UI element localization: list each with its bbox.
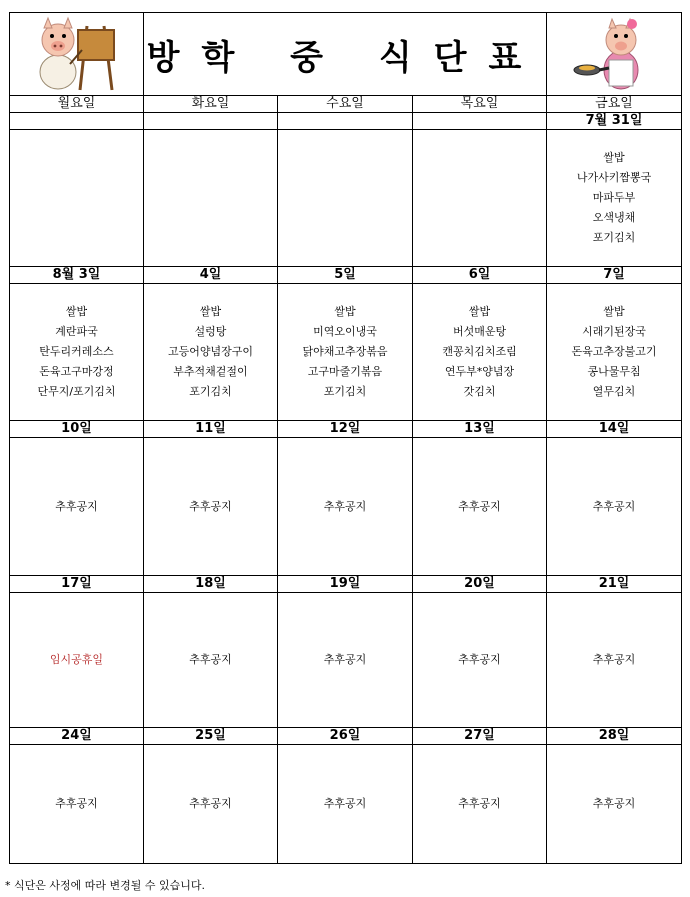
date-label bbox=[144, 113, 278, 130]
menu-item: 설렁탕 bbox=[194, 325, 227, 338]
menu-item: 연두부*양념장 bbox=[444, 365, 515, 378]
date-label: 11일 bbox=[144, 421, 278, 438]
menu-item: 포기김치 bbox=[323, 385, 367, 398]
menu-item: 추후공지 bbox=[189, 797, 232, 810]
menu-cell bbox=[10, 284, 144, 421]
menu-cell bbox=[413, 130, 547, 267]
menu-cell bbox=[547, 438, 682, 576]
menu-item: 오색냉채 bbox=[592, 211, 636, 224]
weekday-header-row bbox=[10, 96, 682, 113]
menu-item: 고구마줄기볶음 bbox=[307, 365, 383, 378]
date-label: 28일 bbox=[547, 728, 682, 745]
menu-item: 추후공지 bbox=[323, 653, 367, 666]
date-label: 12일 bbox=[278, 421, 413, 438]
weekday-thu: 목요일 bbox=[413, 96, 547, 113]
date-row bbox=[10, 576, 682, 593]
menu-item: 포기김치 bbox=[189, 385, 232, 398]
menu-cell bbox=[144, 284, 278, 421]
menu-cell bbox=[413, 593, 547, 728]
painter-pig-illustration bbox=[10, 13, 144, 96]
cooking-pig-icon bbox=[569, 16, 659, 92]
menu-cell bbox=[10, 593, 144, 728]
date-label: 8월 3일 bbox=[10, 267, 144, 284]
footnote: * 식단은 사정에 따라 변경될 수 있습니다. bbox=[5, 879, 205, 892]
menu-item: 추후공지 bbox=[458, 653, 501, 666]
date-label: 5일 bbox=[278, 267, 413, 284]
menu-cell bbox=[278, 130, 413, 267]
menu-item: 추후공지 bbox=[592, 797, 636, 810]
menu-cell bbox=[547, 745, 682, 864]
menu-item: 갓김치 bbox=[463, 385, 496, 398]
menu-item: 포기김치 bbox=[592, 231, 636, 244]
menu-item: 탄두리커레소스 bbox=[39, 345, 114, 358]
menu-cell bbox=[278, 438, 413, 576]
page-title: 방학 중 식단표 bbox=[146, 37, 544, 78]
menu-item: 마파두부 bbox=[592, 191, 636, 204]
menu-item: 추후공지 bbox=[458, 797, 501, 810]
menu-item: 열무김치 bbox=[592, 385, 636, 398]
menu-item: 추후공지 bbox=[592, 499, 636, 513]
date-row bbox=[10, 728, 682, 745]
menu-item: 쌀밥 bbox=[199, 305, 222, 318]
date-label: 21일 bbox=[547, 576, 682, 593]
menu-item: 쌀밥 bbox=[468, 305, 491, 318]
date-row bbox=[10, 113, 682, 130]
holiday-label: 임시공휴일 bbox=[49, 653, 104, 666]
menu-cell bbox=[144, 745, 278, 864]
menu-cell bbox=[547, 284, 682, 421]
date-label: 19일 bbox=[278, 576, 413, 593]
painter-pig-icon bbox=[32, 16, 122, 92]
menu-cell bbox=[278, 284, 413, 421]
meal-schedule-table bbox=[9, 12, 682, 864]
menu-item: 쌀밥 bbox=[603, 305, 625, 318]
menu-item: 추후공지 bbox=[189, 499, 232, 513]
date-label bbox=[10, 113, 144, 130]
menu-cell bbox=[10, 745, 144, 864]
date-label: 6일 bbox=[413, 267, 547, 284]
menu-cell bbox=[278, 593, 413, 728]
date-label: 24일 bbox=[10, 728, 144, 745]
date-label bbox=[413, 113, 547, 130]
date-label: 7일 bbox=[547, 267, 682, 284]
title-cell bbox=[144, 13, 547, 96]
weekday-mon: 월요일 bbox=[10, 96, 144, 113]
menu-item: 캔꽁치김치조림 bbox=[442, 345, 517, 358]
menu-row bbox=[10, 745, 682, 864]
menu-item: 고등어양념장구이 bbox=[167, 345, 253, 358]
menu-cell bbox=[413, 284, 547, 421]
menu-item: 쌀밥 bbox=[65, 305, 88, 318]
cook-pig-illustration bbox=[547, 13, 682, 96]
menu-row bbox=[10, 593, 682, 728]
menu-item: 추후공지 bbox=[458, 499, 501, 513]
weeks-body bbox=[10, 113, 682, 864]
menu-cell bbox=[144, 130, 278, 267]
menu-item: 미역오이냉국 bbox=[313, 325, 377, 338]
menu-item: 닭야채고추장볶음 bbox=[302, 345, 388, 358]
weekday-fri: 금요일 bbox=[547, 96, 682, 113]
date-label: 7월 31일 bbox=[547, 113, 682, 130]
date-row bbox=[10, 267, 682, 284]
menu-item: 시래기된장국 bbox=[582, 325, 646, 338]
weekday-tue: 화요일 bbox=[144, 96, 278, 113]
date-label: 18일 bbox=[144, 576, 278, 593]
menu-item: 추후공지 bbox=[323, 499, 367, 513]
date-label: 27일 bbox=[413, 728, 547, 745]
date-label: 14일 bbox=[547, 421, 682, 438]
menu-item: 단무지/포기김치 bbox=[37, 385, 116, 398]
menu-cell bbox=[547, 593, 682, 728]
menu-cell bbox=[144, 438, 278, 576]
menu-cell bbox=[278, 745, 413, 864]
menu-row bbox=[10, 284, 682, 421]
header-row bbox=[10, 13, 682, 96]
menu-item: 추후공지 bbox=[592, 653, 636, 666]
menu-item: 돈육고추장불고기 bbox=[571, 345, 657, 358]
menu-item: 버섯매운탕 bbox=[452, 325, 507, 338]
menu-item: 돈육고구마강정 bbox=[39, 365, 114, 378]
menu-item: 추후공지 bbox=[323, 797, 367, 810]
menu-cell bbox=[413, 745, 547, 864]
date-label: 10일 bbox=[10, 421, 144, 438]
date-label: 4일 bbox=[144, 267, 278, 284]
date-label bbox=[278, 113, 413, 130]
date-label: 25일 bbox=[144, 728, 278, 745]
menu-cell bbox=[413, 438, 547, 576]
menu-cell bbox=[144, 593, 278, 728]
date-label: 26일 bbox=[278, 728, 413, 745]
menu-cell bbox=[10, 438, 144, 576]
menu-item: 나가사키짬뽕국 bbox=[576, 171, 652, 184]
date-label: 17일 bbox=[10, 576, 144, 593]
date-label: 20일 bbox=[413, 576, 547, 593]
menu-item: 추후공지 bbox=[55, 797, 98, 810]
weekday-wed: 수요일 bbox=[278, 96, 413, 113]
menu-row bbox=[10, 130, 682, 267]
menu-item: 추후공지 bbox=[55, 499, 98, 513]
menu-item: 계란파국 bbox=[55, 325, 98, 338]
menu-row bbox=[10, 438, 682, 576]
date-row bbox=[10, 421, 682, 438]
menu-item: 추후공지 bbox=[189, 653, 232, 666]
menu-item: 쌀밥 bbox=[334, 305, 356, 318]
date-label: 13일 bbox=[413, 421, 547, 438]
menu-cell bbox=[547, 130, 682, 267]
menu-cell bbox=[10, 130, 144, 267]
menu-item: 콩나물무침 bbox=[587, 365, 641, 378]
menu-item: 부추적채겉절이 bbox=[173, 365, 248, 378]
menu-item: 쌀밥 bbox=[603, 151, 625, 164]
